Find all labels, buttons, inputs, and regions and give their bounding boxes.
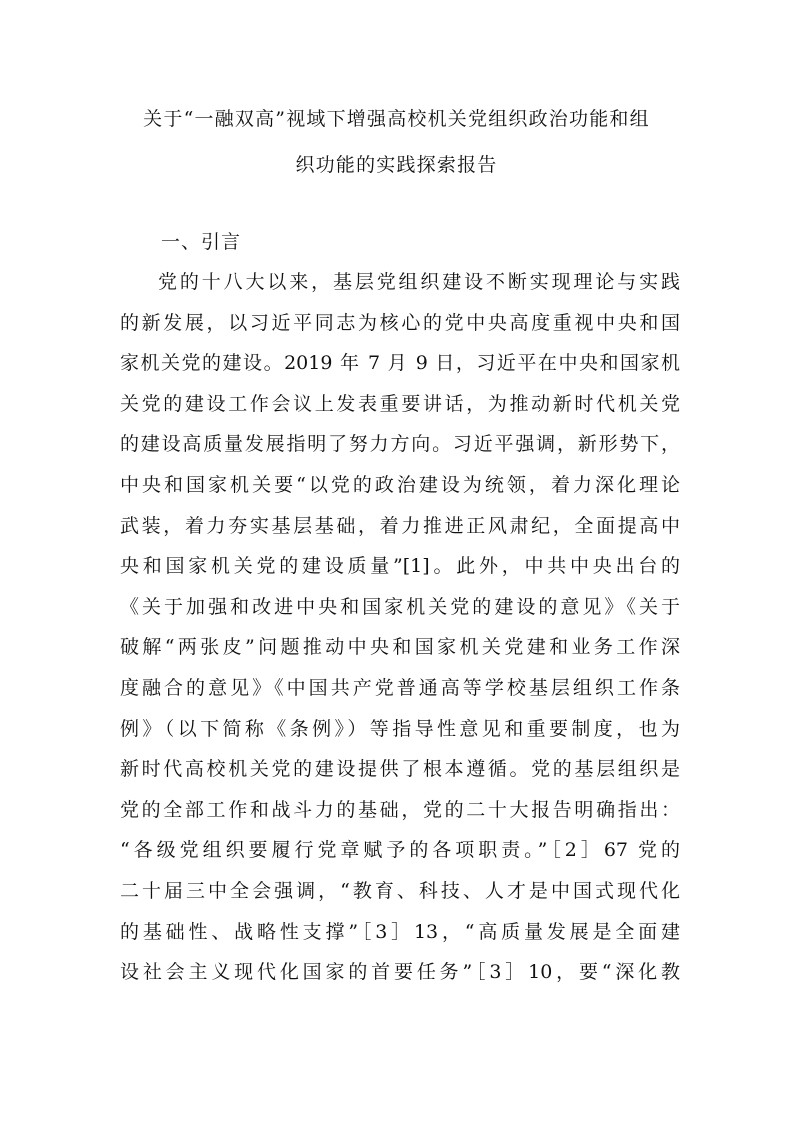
body-line: 关党的建设工作会议上发表重要讲话，为推动新时代机关党 (120, 392, 680, 415)
body-line: 设社会主义现代化国家的首要任务”［3］10，要“深化教 (120, 961, 680, 984)
body-line: 例》（以下简称《条例》）等指导性意见和重要制度，也为 (120, 717, 680, 740)
body-line: 党的十八大以来，基层党组织建设不断实现理论与实践 (158, 271, 680, 293)
body-line: 的新发展，以习近平同志为核心的党中央高度重视中央和国 (120, 311, 680, 334)
title-line-1: 关于“一融双高”视域下增强高校机关党组织政治功能和组 (143, 108, 650, 130)
body-line: 破解“两张皮”问题推动中央和国家机关党建和业务工作深 (120, 636, 680, 659)
title-line-2: 织功能的实践探索报告 (295, 154, 498, 176)
body-line: 的建设高质量发展指明了努力方向。习近平强调，新形势下， (120, 433, 680, 456)
body-line: 《关于加强和改进中央和国家机关党的建设的意见》《关于 (120, 595, 680, 618)
body-line: 家机关党的建设。2019 年 7 月 9 日，习近平在中央和国家机 (120, 352, 680, 375)
body-paragraph (120, 262, 680, 993)
body-line: 新时代高校机关党的建设提供了根本遵循。党的基层组织是 (120, 758, 680, 781)
body-line: 党的全部工作和战斗力的基础，党的二十大报告明确指出： (120, 798, 680, 821)
body-line: 度融合的意见》《中国共产党普通高等学校基层组织工作条 (120, 676, 680, 699)
body-line: 央和国家机关党的建设质量”[1]。此外，中共中央出台的 (120, 555, 680, 578)
document-title (100, 96, 693, 188)
body-line: “各级党组织要履行党章赋予的各项职责。”［2］67 党的 (120, 839, 680, 862)
body-line: 的基础性、战略性支撑”［3］13，“高质量发展是全面建 (120, 920, 680, 943)
body-line: 武装，着力夯实基层基础，着力推进正风肃纪，全面提高中 (120, 514, 680, 537)
body-line: 二十届三中全会强调，“教育、科技、人才是中国式现代化 (120, 879, 680, 902)
body-line: 中央和国家机关要“以党的政治建设为统领，着力深化理论 (120, 473, 680, 496)
section-heading-introduction: 一、引言 (161, 231, 242, 253)
